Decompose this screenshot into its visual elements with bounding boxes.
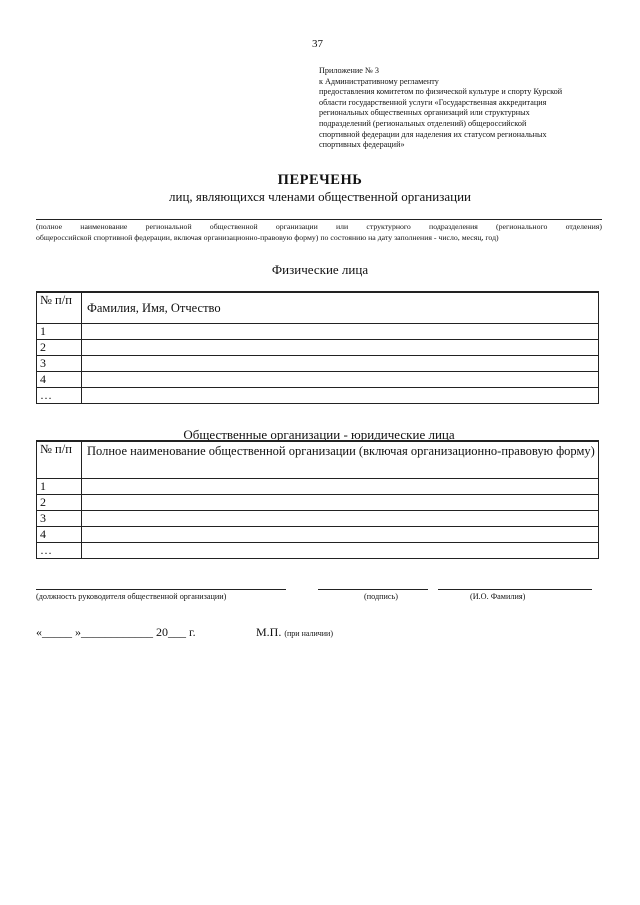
table-row xyxy=(37,372,599,388)
signature-line[interactable] xyxy=(318,589,428,590)
table-row xyxy=(37,495,599,511)
position-caption: (должность руководителя общественной организации) xyxy=(36,592,227,601)
stamp-label: М.П. xyxy=(256,625,282,639)
column-header-organization-name: Полное наименование общественной организации (включая организационно-правовую форму) xyxy=(82,441,599,479)
appendix-line: предоставления комитетом по физической культуре и спорту Курской xyxy=(319,87,563,97)
organization-cell[interactable] xyxy=(82,543,599,559)
row-number: 4 xyxy=(37,372,82,388)
page-number: 37 xyxy=(312,38,323,50)
organization-cell[interactable] xyxy=(82,511,599,527)
signature-caption: (подпись) xyxy=(364,592,398,601)
physical-persons-heading: Физические лица xyxy=(271,262,369,277)
name-cell[interactable] xyxy=(82,356,599,372)
row-number: 1 xyxy=(37,324,82,340)
table-row xyxy=(37,324,599,340)
column-header-full-name: Фамилия, Имя, Отчество xyxy=(82,292,599,324)
table-row xyxy=(37,479,599,495)
table-row xyxy=(37,511,599,527)
table-header-row xyxy=(37,292,599,324)
name-cell[interactable] xyxy=(82,324,599,340)
document-title: ПЕРЕЧЕНЬ xyxy=(277,172,363,188)
name-cell[interactable] xyxy=(82,372,599,388)
column-header-number: № п/п xyxy=(37,441,82,479)
row-number: 4 xyxy=(37,527,82,543)
physical-persons-table xyxy=(36,291,599,404)
organization-caption xyxy=(36,221,602,243)
organization-caption-line: (полное наименование региональной общественной организации или структурного подразделения (регионального отделения) xyxy=(36,222,602,231)
appendix-line: региональных общественных организаций или структурных xyxy=(319,108,530,118)
organization-cell[interactable] xyxy=(82,527,599,543)
appendix-line: спортивной федерации для наделения их статусом региональных xyxy=(319,129,547,139)
position-signature-line[interactable] xyxy=(36,589,286,590)
row-number: 1 xyxy=(37,479,82,495)
appendix-line: подразделений (региональных отделений) общероссийской xyxy=(319,118,527,128)
date-line[interactable]: «_____ »____________ 20___ г. xyxy=(36,625,196,639)
organization-cell[interactable] xyxy=(82,479,599,495)
row-number: … xyxy=(37,388,82,404)
table-row xyxy=(37,356,599,372)
name-cell[interactable] xyxy=(82,340,599,356)
table-header-row xyxy=(37,441,599,479)
row-number: … xyxy=(37,543,82,559)
table-row xyxy=(37,527,599,543)
row-number: 2 xyxy=(37,340,82,356)
organization-cell[interactable] xyxy=(82,495,599,511)
table-row xyxy=(37,340,599,356)
row-number: 3 xyxy=(37,511,82,527)
legal-entities-table xyxy=(36,440,599,559)
row-number: 2 xyxy=(37,495,82,511)
appendix-line: к Административному регламенту xyxy=(319,76,439,86)
appendix-note xyxy=(319,66,619,151)
table-row xyxy=(37,388,599,404)
document-subtitle: лиц, являющихся членами общественной организации xyxy=(169,189,471,204)
stamp-note: (при наличии) xyxy=(284,629,333,638)
organization-caption-line: общероссийской спортивной федерации, включая организационно-правовую форму) по состоянию на дату заполнения - число, месяц, год) xyxy=(36,233,499,242)
appendix-line: спортивных федераций» xyxy=(319,140,405,150)
legal-entities-heading: Общественные организации - юридические лица xyxy=(183,427,455,442)
row-number: 3 xyxy=(37,356,82,372)
full-name-line[interactable] xyxy=(438,589,592,590)
appendix-line: области государственной услуги «Государственная аккредитация xyxy=(319,97,547,107)
table-row xyxy=(37,543,599,559)
stamp-place xyxy=(256,625,333,640)
name-cell[interactable] xyxy=(82,388,599,404)
full-name-caption: (И.О. Фамилия) xyxy=(470,592,526,601)
organization-name-line xyxy=(36,219,602,220)
appendix-line: Приложение № 3 xyxy=(319,66,379,75)
column-header-number: № п/п xyxy=(37,292,82,324)
